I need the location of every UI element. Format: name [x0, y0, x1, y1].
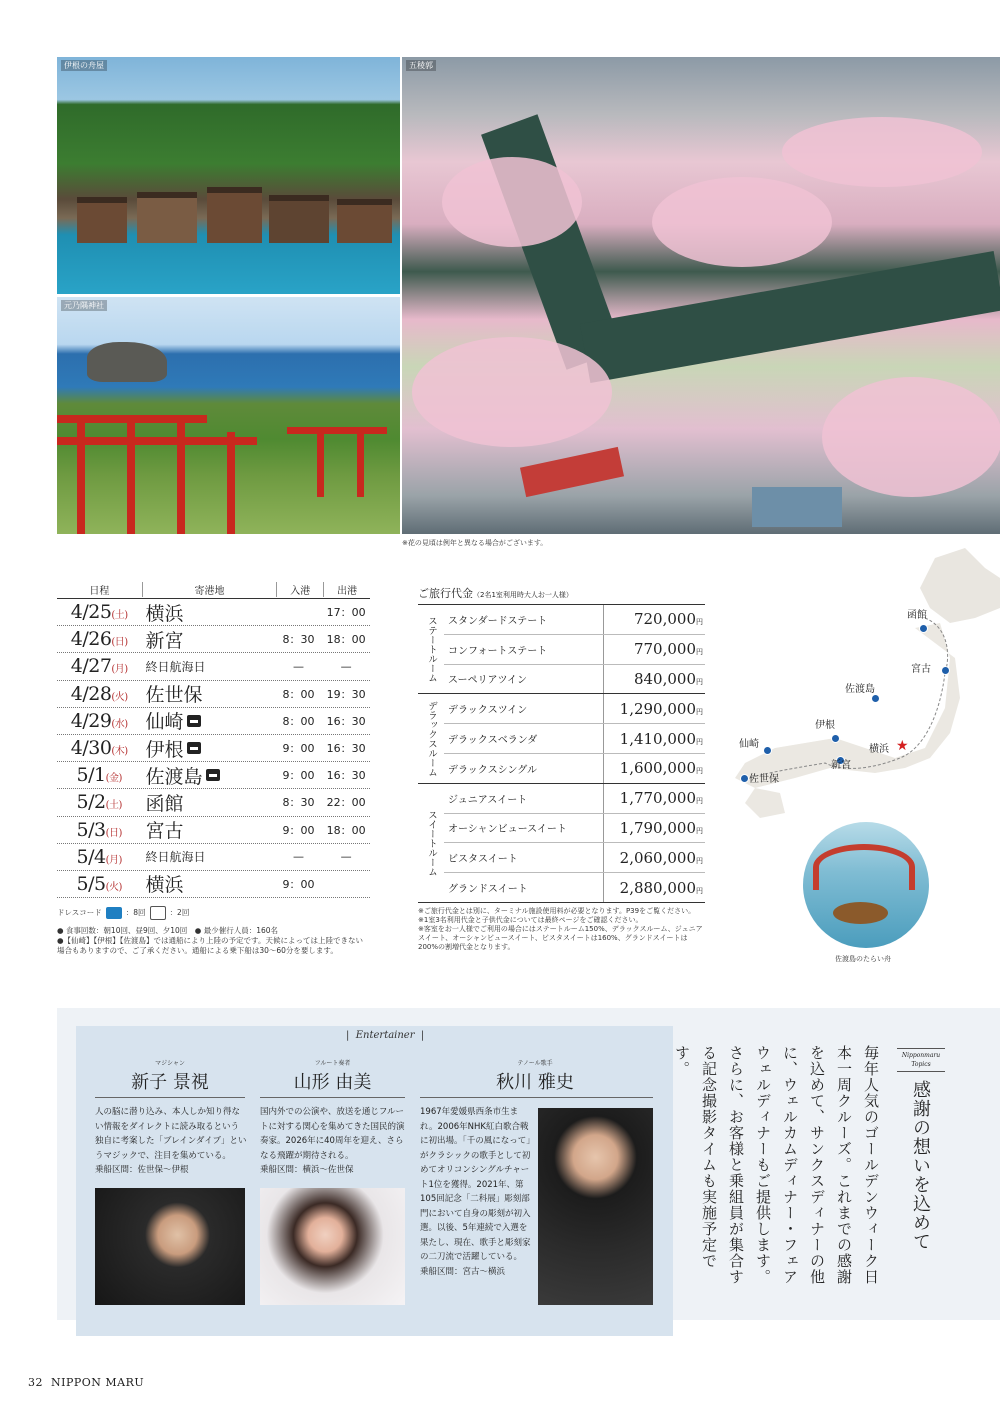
itinerary-arrive: 8：30	[282, 633, 315, 647]
price-note-terminal: ※ご旅行代金とは別に、ターミナル施設使用料が必要となります。P39をご覧ください。	[418, 906, 696, 915]
performer-bio-2	[260, 1105, 406, 1178]
photo-caption: ※花の見頃は例年と異なる場合がございます。	[402, 539, 548, 547]
itinerary-date: 5/4(月)	[76, 845, 122, 868]
itinerary-arrive: 9：00	[282, 742, 315, 756]
itinerary-row	[57, 817, 370, 844]
room-type: スタンダードステート	[444, 605, 604, 634]
itinerary-port: 佐世保	[145, 684, 203, 707]
itinerary-date: 5/1(金)	[76, 764, 122, 787]
dresscode-formal: ：8回	[125, 908, 146, 918]
performer-portrait-1	[95, 1188, 245, 1305]
itinerary-row	[57, 653, 370, 680]
performer-name-2: 山形 由美	[293, 1072, 372, 1093]
topics-badge-line1: Nipponmaru	[901, 1052, 941, 1059]
price-row	[444, 814, 705, 844]
itinerary-port: 新宮	[145, 629, 184, 652]
sado-tub-boat-photo	[803, 822, 929, 948]
header-date: 日程	[89, 585, 110, 597]
room-price: 1,770,000円	[619, 789, 703, 808]
performer-route-3: 乗船区間：宮古〜横浜	[420, 1266, 506, 1277]
price-note-single: ※客室をお一人様でご利用の場合にはステートルーム150%、デラックスルーム、ジュニアスイート、オーシャンビュースイート、ビスタスイートは160%、グランドスイートは200%の割増代金となります。	[418, 924, 703, 951]
itinerary-depart: 16：30	[326, 714, 366, 728]
map-label-sado: 佐渡島	[845, 684, 875, 695]
topics-badge	[897, 1048, 945, 1072]
room-price: 840,000円	[633, 669, 703, 688]
room-type: デラックスシングル	[444, 754, 604, 783]
itinerary-port: 宮古	[145, 820, 184, 843]
price-group-label: ステートルーム	[426, 615, 437, 683]
room-type: ビスタスイート	[444, 843, 604, 872]
port-dot-sasebo	[740, 774, 749, 783]
entertainer-header-text: Entertainer	[355, 1030, 415, 1041]
performer-route-2: 乗船区間：横浜〜佐世保	[260, 1165, 354, 1175]
itinerary-arrive: —	[292, 659, 304, 673]
port-dot-senzaki	[763, 746, 772, 755]
itinerary-note-meals: ● 食事回数：朝10回、昼9回、夕10回 ● 最少催行人員：160名	[57, 926, 279, 936]
price-row	[444, 605, 705, 635]
itinerary-arrive: 9：00	[282, 769, 315, 783]
itinerary-arrive: 8：30	[282, 796, 315, 810]
itinerary-depart: 19：30	[326, 687, 366, 701]
price-title-text: ご旅行代金	[418, 587, 473, 600]
photo-goryokaku	[402, 57, 1000, 534]
yokohama-star-icon: ★	[896, 738, 909, 754]
performer-name-3: 秋川 雅史	[496, 1072, 574, 1093]
map-label-sasebo: 佐世保	[749, 774, 779, 785]
formal-icon	[106, 907, 122, 919]
performer-bio-text-2: 国内外での公演や、放送を通じフルートに対する関心を集めてきた国民的演奏家。2026年に40周年を迎え、さらなる飛躍が期待される。	[260, 1107, 405, 1161]
performer-bio-text-1: 人の脳に潜り込み、本人しか知り得ない情報をダイレクトに読み取るという独自に考案した「ブレインダイブ」というマジックで、注目を集めている。	[95, 1107, 247, 1161]
price-group-label: スイートルーム	[426, 809, 437, 877]
itinerary-depart: —	[340, 850, 352, 864]
performer-bio-3	[420, 1105, 535, 1279]
page-number: 32	[28, 1376, 43, 1389]
room-price: 720,000円	[633, 610, 703, 629]
itinerary-row	[57, 626, 370, 653]
port-dot-sado	[871, 694, 880, 703]
room-price: 2,880,000円	[619, 878, 703, 897]
map-label-hakodate: 函館	[907, 610, 927, 621]
performer-route-1: 乗船区間：佐世保〜伊根	[95, 1165, 189, 1175]
itinerary-date: 5/5(火)	[76, 872, 122, 895]
performer-bio-text-3: 1967年愛媛県西条市生まれ。2006年NHK紅白歌合戦に初出場。「千の風になって」がクラシックの歌手として初めてオリコンシングルチャート1位を獲得。2021年、第105回記念「二科展」彫刻部門において自身の彫刻が初入選。以後、5年連続で入選を果たし、現在、歌手と彫刻家の二刀流で活躍している。	[420, 1107, 535, 1262]
room-price: 770,000円	[633, 640, 703, 659]
casual-icon	[150, 906, 166, 920]
dresscode-casual: ：2回	[169, 908, 190, 918]
port-dot-miyako	[941, 666, 950, 675]
itinerary-port: 伊根	[141, 735, 274, 762]
itinerary-row	[57, 762, 370, 789]
photo-label-motonosumi: 元乃隅神社	[61, 300, 107, 311]
itinerary-date: 4/26(日)	[70, 628, 128, 651]
itinerary-row	[57, 789, 370, 816]
price-row	[444, 665, 705, 694]
footer-brand: NIPPON MARU	[51, 1376, 145, 1389]
photo-motonosumi-shrine	[57, 297, 400, 534]
itinerary-date: 5/2(土)	[76, 791, 122, 814]
performer-portrait-2	[260, 1188, 405, 1305]
port-dot-hakodate	[919, 624, 928, 633]
itinerary-arrive: 8：00	[282, 687, 315, 701]
itinerary-port: 終日航海日	[145, 850, 206, 865]
performer-bio-1	[95, 1105, 247, 1178]
price-table	[418, 585, 705, 952]
price-groups	[418, 604, 705, 902]
header-port: 寄港地	[142, 582, 277, 597]
itinerary-date: 4/25(土)	[70, 601, 128, 624]
itinerary-table	[57, 580, 370, 956]
itinerary-port: 終日航海日	[145, 659, 206, 674]
price-group	[418, 783, 705, 902]
price-row	[444, 784, 705, 814]
itinerary-depart: 17：00	[326, 606, 366, 620]
price-row	[444, 873, 705, 902]
itinerary-arrive: 9：00	[282, 823, 315, 837]
topics-body: 毎年人気のゴールデンウィーク日本一周クルーズ。これまでの感謝を込めて、サンクスディナーの他に、ウェルカムディナー・フェアウェルディナーもご提供します。さらに、お客様と乗組員が集合する記念撮影タイムも実施予定です。	[673, 1045, 880, 1285]
performer-name-1: 新子 景視	[131, 1072, 209, 1093]
itinerary-port: 横浜	[145, 602, 184, 625]
room-price: 1,290,000円	[619, 699, 703, 718]
price-row	[444, 635, 705, 665]
performer-portrait-3	[538, 1108, 653, 1305]
itinerary-port: 横浜	[145, 874, 184, 897]
price-row	[444, 754, 705, 783]
itinerary-depart: —	[340, 659, 352, 673]
price-group	[418, 693, 705, 782]
itinerary-row	[57, 871, 370, 898]
price-title	[418, 585, 705, 601]
itinerary-note-tender: ●【仙崎】【伊根】【佐渡島】では通船により上陸の予定です。天候によっては上陸できない場合もありますので、ご了承ください。通船による乗下船は30〜60分を要します。	[57, 936, 363, 956]
itinerary-rows	[57, 599, 370, 898]
room-type: オーシャンビュースイート	[444, 814, 604, 843]
sado-photo-caption: 佐渡島のたらい舟	[835, 955, 891, 963]
itinerary-arrive: —	[292, 850, 304, 864]
price-group	[418, 604, 705, 693]
itinerary-port: 函館	[145, 792, 184, 815]
room-type: コンフォートステート	[444, 635, 604, 664]
performer-role-2: フルート奏者	[314, 1060, 351, 1067]
room-price: 1,410,000円	[619, 729, 703, 748]
itinerary-depart: 22：00	[326, 796, 366, 810]
price-title-note: （2名1室利用時大人お一人様）	[473, 591, 573, 599]
room-price: 1,790,000円	[619, 818, 703, 837]
performer-role-1: マジシャン	[155, 1060, 185, 1067]
performer-role-3: テノール歌手	[517, 1060, 553, 1067]
price-row	[444, 694, 705, 724]
page-footer	[28, 1376, 144, 1389]
itinerary-date: 4/27(月)	[70, 655, 128, 678]
dresscode-label: ドレスコード	[57, 908, 102, 918]
price-row	[444, 843, 705, 873]
itinerary-port: 仙崎	[141, 707, 274, 734]
dresscode	[57, 906, 370, 920]
itinerary-depart: 16：30	[326, 769, 366, 783]
map-label-ine: 伊根	[815, 720, 835, 731]
header-arrive: 入港	[276, 582, 323, 597]
itinerary-depart: 16：30	[326, 742, 366, 756]
itinerary-port: 佐渡島	[141, 762, 274, 789]
map-label-yokohama: 横浜	[869, 744, 889, 755]
entertainer-header: | Entertainer |	[346, 1030, 425, 1041]
itinerary-row	[57, 735, 370, 762]
room-type: デラックスベランダ	[444, 724, 604, 753]
tender-boat-icon	[187, 742, 201, 754]
map-label-shingu: 新宮	[831, 760, 851, 771]
itinerary-arrive: 9：00	[282, 877, 315, 891]
route-map	[735, 548, 1000, 818]
photo-ine-funaya	[57, 57, 400, 294]
itinerary-row	[57, 599, 370, 626]
tender-boat-icon	[206, 769, 220, 781]
room-type: スーペリアツイン	[444, 665, 604, 694]
tender-boat-icon	[187, 715, 201, 727]
photo-label-goryokaku: 五稜郭	[406, 60, 436, 71]
itinerary-date: 4/29(水)	[70, 709, 128, 732]
price-group-label: デラックスルーム	[426, 700, 437, 777]
price-note-child: ※1室3名利用代金と子供代金については最終ページをご確認ください。	[418, 915, 643, 924]
room-type: ジュニアスイート	[444, 784, 604, 813]
room-price: 1,600,000円	[619, 759, 703, 778]
topics-badge-line2: Topics	[911, 1061, 931, 1068]
room-type: グランドスイート	[444, 873, 604, 902]
itinerary-arrive: 8：00	[282, 714, 315, 728]
itinerary-depart: 18：00	[326, 823, 366, 837]
itinerary-header	[57, 580, 370, 599]
map-label-miyako: 宮古	[911, 664, 931, 675]
itinerary-date: 4/30(木)	[70, 737, 128, 760]
itinerary-depart: 18：00	[326, 633, 366, 647]
room-type: デラックスツイン	[444, 694, 604, 723]
header-depart: 出港	[323, 582, 370, 597]
topics-title: 感謝の想いを込めて	[910, 1080, 931, 1251]
itinerary-row	[57, 708, 370, 735]
itinerary-row	[57, 681, 370, 708]
itinerary-date: 5/3(日)	[76, 818, 122, 841]
itinerary-row	[57, 844, 370, 871]
itinerary-date: 4/28(火)	[70, 682, 128, 705]
map-label-senzaki: 仙崎	[739, 739, 759, 750]
photo-label-ine: 伊根の舟屋	[61, 60, 107, 71]
price-row	[444, 724, 705, 754]
room-price: 2,060,000円	[619, 848, 703, 867]
port-dot-ine	[831, 734, 840, 743]
